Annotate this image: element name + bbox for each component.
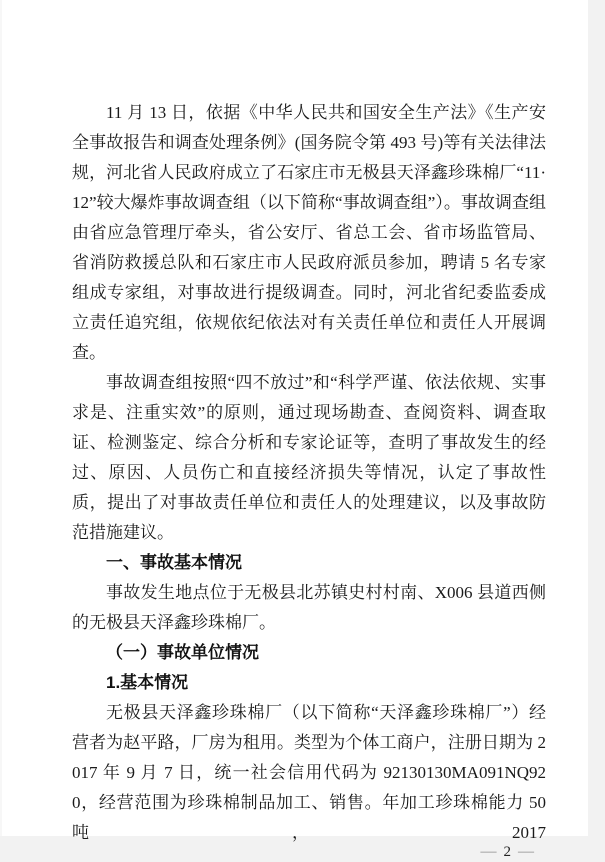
paragraph-investigation-setup: 11 月 13 日，依据《中华人民共和国安全生产法》《生产安全事故报告和调查处理条例》(国务院令第 493 号)等有关法律法规，河北省人民政府成立了石家庄市无极县天泽鑫珍珠棉厂“11·12”较大爆炸事故调查组（以下简称“事故调查组”）。事故调查组由省应急管理厅牵头，省公安厅、省总工会、省市场监管局、省消防救援总队和石家庄市人民政府派员参加，聘请 5 名专家组成专家组，对事故进行提级调查。同时，河北省纪委监委成立责任追究组，依规依纪依法对有关责任单位和责任人开展调查。 bbox=[72, 103, 546, 362]
scan-edge-strip bbox=[588, 0, 605, 836]
page-number-dash-left: — bbox=[480, 843, 497, 860]
paragraph-accident-location: 事故发生地点位于无极县北苏镇史村村南、X006 县道西侧的无极县天泽鑫珍珠棉厂。 bbox=[72, 583, 546, 632]
heading-unit-situation: （一）事故单位情况 bbox=[106, 643, 259, 662]
paragraph-investigation-method: 事故调查组按照“四不放过”和“科学严谨、依法依规、实事求是、注重实效”的原则，通过现场勘查、查阅资料、调查取证、检测鉴定、综合分析和专家论证等，查明了事故发生的经过、原因、人员伤亡和直接经济损失等情况，认定了事故性质，提出了对事故责任单位和责任人的处理建议，以及事故防范措施建议。 bbox=[72, 373, 546, 542]
page-number-value: 2 bbox=[503, 844, 511, 860]
page-number-dash-right: — bbox=[518, 843, 534, 860]
heading-basic-info: 1.基本情况 bbox=[106, 673, 189, 692]
paragraph-company-profile: 无极县天泽鑫珍珠棉厂（以下简称“天泽鑫珍珠棉厂”）经营者为赵平路，厂房为租用。类型为个体工商户，注册日期为 2017 年 9 月 7 日，统一社会信用代码为 92130130MA091NQ920，经营范围为珍珠棉制品加工、销售。年加工珍珠棉能力 50 吨，2017 bbox=[72, 703, 546, 842]
heading-basic-situation: 一、事故基本情况 bbox=[106, 553, 242, 572]
report-body bbox=[2, 0, 588, 848]
